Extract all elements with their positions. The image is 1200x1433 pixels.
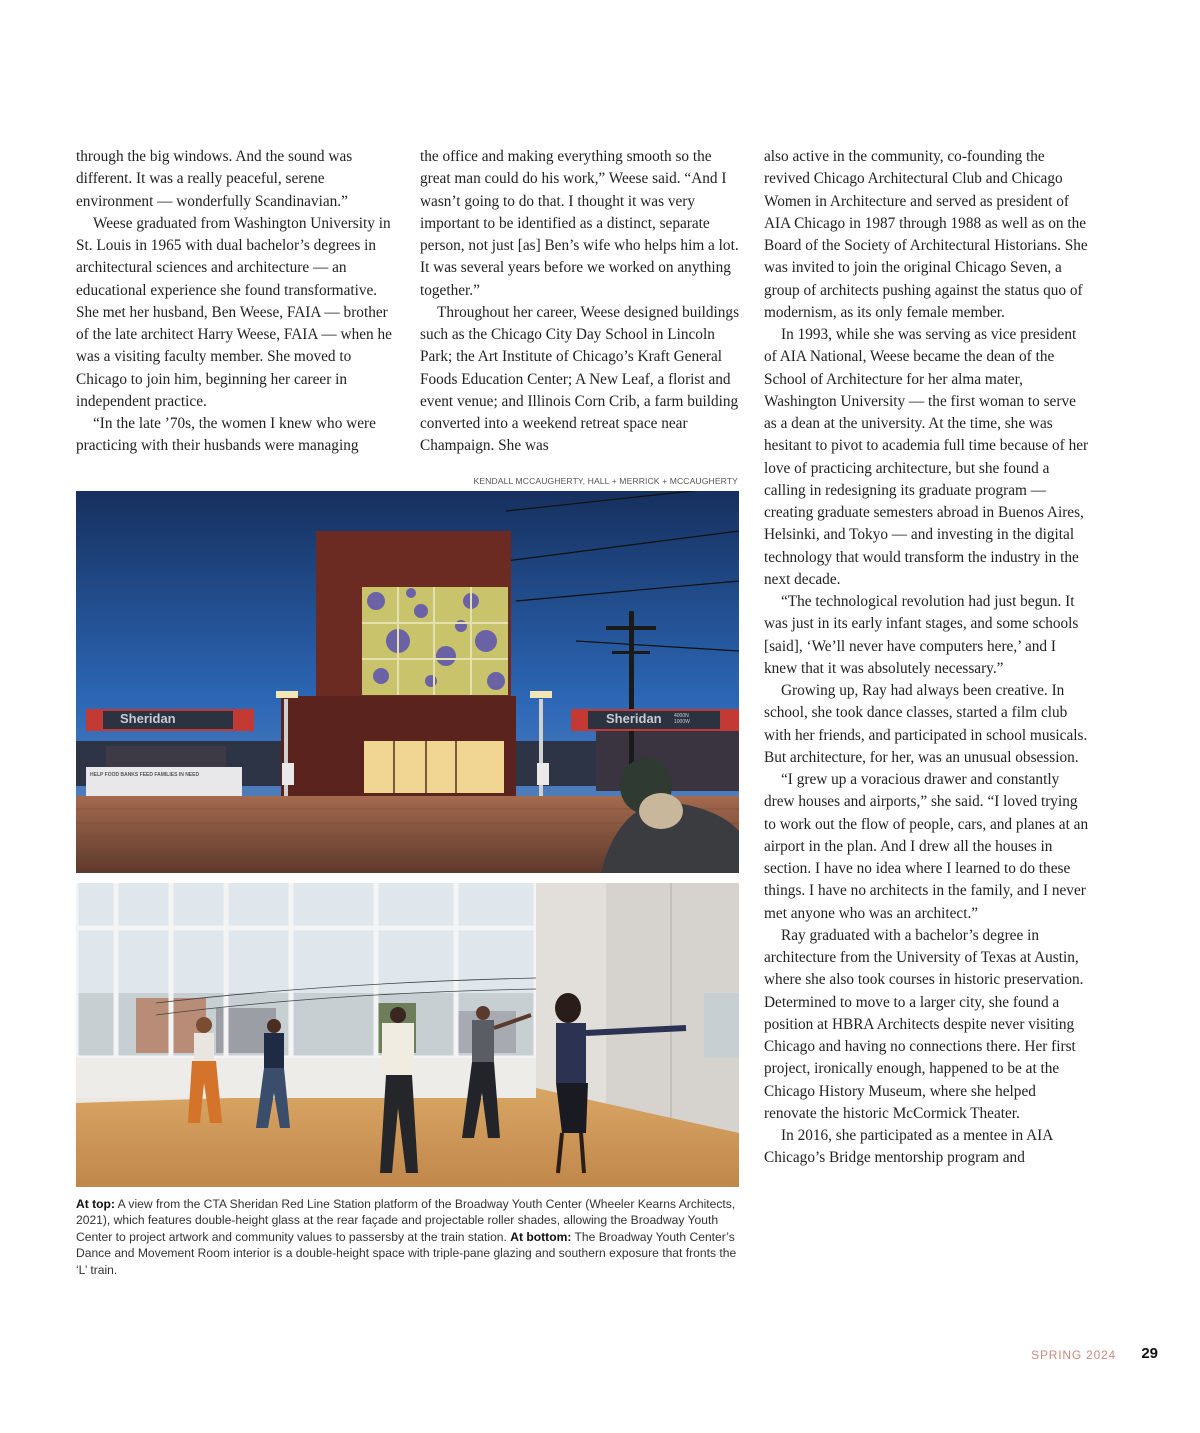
paragraph: In 1993, while she was serving as vice president of AIA National, Weese became the dean of the School of Architecture for her alma mater, Washington University — the first woman to serve as a dean at the university. At the time, she was hesitant to pivot to academia full time because of her love of practicing architecture, but she found a calling in redesigning its graduate program — creating graduate semesters abroad in Buenos Aires, Helsinki, and Tokyo — and investing in the digital technology that would transform the industry in the next decade. bbox=[764, 326, 1089, 588]
photo-sheridan-station bbox=[76, 491, 739, 873]
paragraph: “The technological revolution had just begun. It was just in its early infant stages, and some schools [said], ‘We’ll never have computers here,’ and I knew that it was absolutely necessary.” bbox=[764, 593, 1079, 677]
photo-credit: KENDALL MCCAUGHERTY, HALL + MERRICK + MCCAUGHERTY bbox=[473, 476, 738, 486]
caption-top-label: At top: bbox=[76, 1197, 115, 1211]
platform-banner: HELP FOOD BANKS FEED FAMILIES IN NEED bbox=[90, 772, 200, 778]
footer-issue: SPRING 2024 bbox=[1031, 1348, 1116, 1362]
caption-top-text: A view from the CTA Sheridan Red Line Station platform of the Broadway Youth Center (Wheeler Kearns Architects, 2021), which features double-height glass at the rear façade and projectable roller shades, allowing the Broadway Youth Center to project artwork and community values to passersby at the train station. bbox=[76, 1197, 736, 1244]
station-sign-right: Sheridan bbox=[606, 711, 662, 726]
paragraph: the office and making everything smooth so the great man could do his work,” Weese said. “And I wasn’t going to do that. I thought it was very important to be identified as a distinct, separate person, not just [as] Ben’s wife who helps him a lot. It was several years before we worked on anything together.” bbox=[420, 148, 739, 299]
text-column-3 bbox=[764, 146, 1089, 1170]
station-sign-left: Sheridan bbox=[120, 711, 176, 726]
text-column-1 bbox=[76, 146, 401, 458]
paragraph: also active in the community, co-founding the revived Chicago Architectural Club and Chicago Women in Architecture and served as president of AIA Chicago in 1987 through 1988 as well as on the Board of the Society of Architectural Historians. She was invited to join the original Chicago Seven, a group of architects pushing against the status quo of modernism, as its only female member. bbox=[764, 148, 1088, 321]
paragraph: “In the late ’70s, the women I knew who were practicing with their husbands were managing bbox=[76, 415, 376, 455]
paragraph: “I grew up a voracious drawer and constantly drew houses and airports,” she said. “I loved trying to work out the flow of people, cars, and planes at an airport in the plan. And I drew all the houses in section. I have no idea where I learned to do these things. I have no architects in the family, and I never met anyone who was an architect.” bbox=[764, 771, 1089, 922]
photo-dance-room bbox=[76, 883, 739, 1187]
paragraph: through the big windows. And the sound was different. It was a really peaceful, serene environment — wonderfully Scandinavian.” bbox=[76, 148, 353, 210]
caption-bottom-text: The Broadway Youth Center’s Dance and Movement Room interior is a double-height space with triple-pane glazing and southern exposure that fronts the ‘L’ train. bbox=[76, 1229, 737, 1277]
caption-bottom-label: At bottom: bbox=[510, 1229, 572, 1244]
paragraph: Weese graduated from Washington University in St. Louis in 1965 with dual bachelor’s degrees in architectural sciences and architecture — an educational experience she found transformative. She met her husband, Ben Weese, FAIA — brother of the late architect Harry Weese, FAIA — when he was a visiting faculty member. She moved to Chicago to join him, beginning her career in independent practice. bbox=[76, 214, 392, 410]
photo-caption bbox=[76, 1196, 741, 1278]
page-number: 29 bbox=[1141, 1345, 1158, 1362]
paragraph: Throughout her career, Weese designed buildings such as the Chicago City Day School in Lincoln Park; the Art Institute of Chicago’s Kraft General Foods Education Center; A New Leaf, a florist and event venue; and Illinois Corn Crib, a farm building converted into a weekend retreat space near Champaign. She was bbox=[420, 303, 740, 455]
text-column-2 bbox=[420, 146, 745, 458]
paragraph: In 2016, she participated as a mentee in AIA Chicago’s Bridge mentorship program and bbox=[764, 1127, 1053, 1167]
paragraph: Ray graduated with a bachelor’s degree in architecture from the University of Texas at Austin, where she also took courses in historic preservation. Determined to move to a larger city, she found a position at HBRA Architects despite never visiting Chicago and having no connections there. Her first project, ironically enough, happened to be at the Chicago History Museum, where she helped renovate the historic McCormick Theater. bbox=[764, 926, 1084, 1122]
paragraph: Growing up, Ray had always been creative. In school, she took dance classes, started a film club with her friends, and participated in school musicals. But architecture, for her, was an unusual obsession. bbox=[764, 682, 1088, 766]
station-sign-right-sub: 4000N 1000W bbox=[674, 713, 690, 725]
